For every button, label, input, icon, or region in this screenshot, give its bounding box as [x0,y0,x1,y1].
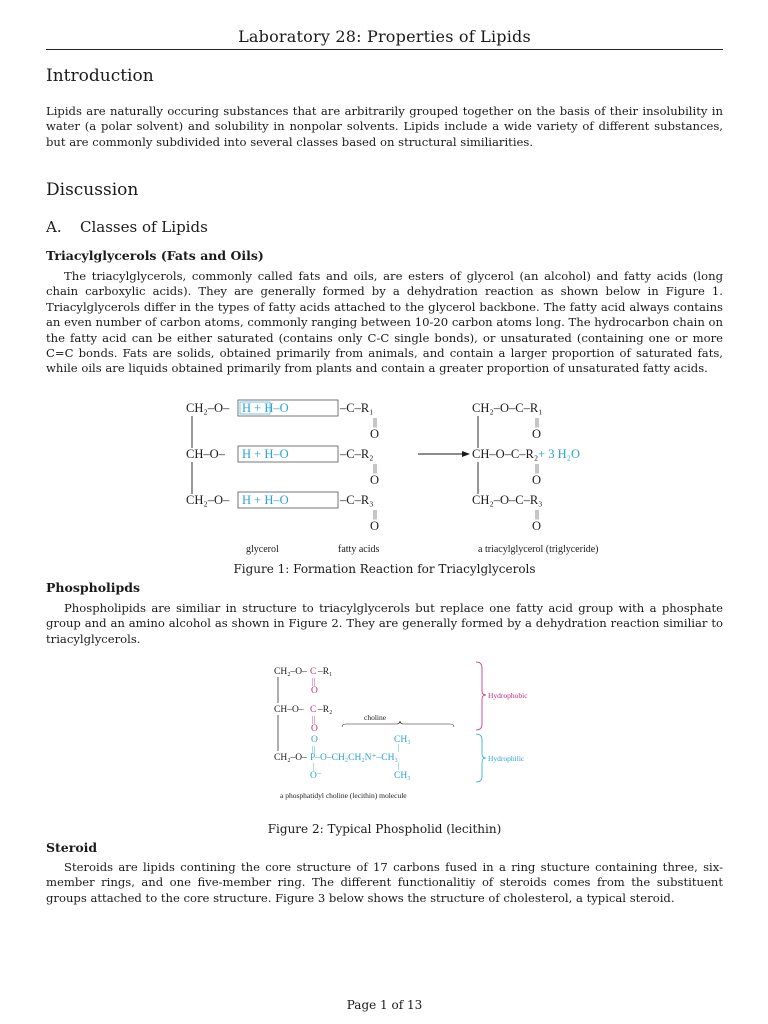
running-header: Laboratory 28: Properties of Lipids [238,27,531,46]
phospho-heading: Phospholipds [46,580,141,595]
page-number: Page 1 of 13 [346,998,423,1012]
intro-paragraph: Lipids are naturally occuring substances that are arbitrarily grouped together on the basis of their insolubility in water (a polar solvent) and solubility in nonpolar solvents. Lipids include a wide variety of different substances, but are commonly subdivided into several classes based on structural similiarities. [46,104,723,149]
section-a-heading [46,218,208,236]
svg-text:H + H–O: H + H–O [242,447,289,461]
svg-text:CH–O–: CH–O– [274,705,304,715]
svg-text:O: O [311,686,318,696]
discussion-heading: Discussion [46,180,139,200]
triacyl-paragraph: The triacylglycerols, commonly called fats and oils, are esters of glycerol (an alcohol) and fatty acids (long chain carboxylic acids). They are generally formed by a dehydration reaction as shown below in Figure 1. Triacylglycerols differ in the types of fatty acids attached to the glycerol backbone. The fatty acid always contains an even number of carbon atoms, commonly ranging between 10-20 carbon atoms long. The hydrocarbon chain on the fatty acid can be either saturated (contains only C-C single bonds), or unsaturated (containing one or more C=C bonds. Fats are solids, obtained primarily from animals, and contain a larger proportion of saturated fats, while oils are liquids obtained primarily from plants and contain a greater proportion of unsaturated fatty acids. [46,269,723,376]
svg-text:||: || [373,417,378,428]
svg-text:CH–O–: CH–O– [186,447,225,461]
svg-text:–R₁: –R₁ [318,667,333,677]
svg-text:CH₂–O–: CH₂–O– [274,667,307,677]
hydrophilic-label: Hydrophilic [488,754,525,763]
svg-text:||: || [535,417,540,428]
svg-text:O: O [370,473,380,487]
svg-text:H + H–O: H + H–O [242,401,289,415]
svg-text:CH₂–O–: CH₂–O– [186,493,230,507]
water-byproduct: + 3 H₂O [538,447,580,461]
svg-text:CH₂–O–: CH₂–O– [186,401,230,415]
section-a-number: A. [46,218,62,236]
figure-2-phospholipid-diagram [272,658,528,804]
svg-text:O⁻: O⁻ [310,771,322,781]
svg-text:|: | [398,743,400,752]
figure-2-caption: Figure 2: Typical Phospholid (lecithin) [267,822,502,836]
svg-text:O: O [311,735,318,745]
intro-heading: Introduction [46,66,154,86]
svg-text:||: || [373,463,378,474]
glycerol-row-3 [186,492,379,533]
phospho-paragraph: Phospholipids are similiar in structure to triacylglycerols but replace one fatty acid group with a phosphate group and an amino alcohol as shown in Figure 2. They are generally formed by a dehydration reaction similiar to triacylglycerols. [46,601,723,646]
choline-label: choline [364,713,387,722]
svg-text:O: O [370,427,380,441]
svg-text:C: C [310,705,317,715]
section-a-title: Classes of Lipids [80,218,208,236]
header-rule [46,49,723,50]
glycerol-row-2 [186,446,379,487]
svg-text:C: C [310,667,317,677]
svg-text:CH₃: CH₃ [394,771,411,781]
svg-text:CH₂–O–C–R₁: CH₂–O–C–R₁ [472,401,543,415]
fatty-acids-label: fatty acids [338,544,380,555]
svg-text:O: O [532,473,542,487]
triglyceride-structure [472,401,543,533]
svg-text:H + H–O: H + H–O [242,493,289,507]
svg-text:CH₂–O–C–R₃: CH₂–O–C–R₃ [472,493,543,507]
svg-text:|: | [398,761,400,770]
svg-text:CH₃: CH₃ [394,735,411,745]
triacyl-heading: Triacylglycerols (Fats and Oils) [46,248,264,263]
document-page [46,0,723,1024]
svg-text:P–O–CH₂CH₂N⁺–CH₃: P–O–CH₂CH₂N⁺–CH₃ [310,753,398,763]
svg-text:||: || [312,677,316,686]
svg-text:O: O [370,519,380,533]
svg-text:||: || [373,509,378,520]
svg-text:CH–O–C–R₂: CH–O–C–R₂ [472,447,539,461]
figure-1-reaction-diagram [180,392,599,560]
svg-text:||: || [312,715,316,724]
steroid-heading: Steroid [46,840,98,855]
svg-text:–R₂: –R₂ [318,705,333,715]
svg-text:–C–R₃: –C–R₃ [340,493,374,507]
svg-text:O: O [532,519,542,533]
svg-text:||: || [535,463,540,474]
glycerol-label: glycerol [246,544,279,555]
figure-1-caption: Figure 1: Formation Reaction for Triacylglycerols [233,562,536,576]
svg-text:–C–R₂: –C–R₂ [340,447,374,461]
svg-text:||: || [312,745,316,754]
svg-text:O: O [532,427,542,441]
svg-text:|: | [313,762,315,771]
hydrophobic-label: Hydrophobic [488,691,528,700]
svg-text:–C–R₁: –C–R₁ [340,401,374,415]
svg-text:||: || [535,509,540,520]
svg-text:CH₂–O–: CH₂–O– [274,753,307,763]
triglyceride-label: a triacylglycerol (triglyceride) [478,544,599,555]
steroid-paragraph: Steroids are lipids contining the core structure of 17 carbons fused in a ring stucture containing three, six-member rings, and one five-member ring. The different functionalitiy of steroids comes from the substituent groups attached to the core structure. Figure 3 below shows the structure of cholesterol, a typical steroid. [46,860,723,905]
svg-text:O: O [311,724,318,734]
lecithin-molecule-label: a phosphatidyl choline (lecithin) molecule [280,791,407,800]
glycerol-row-1 [186,400,379,441]
